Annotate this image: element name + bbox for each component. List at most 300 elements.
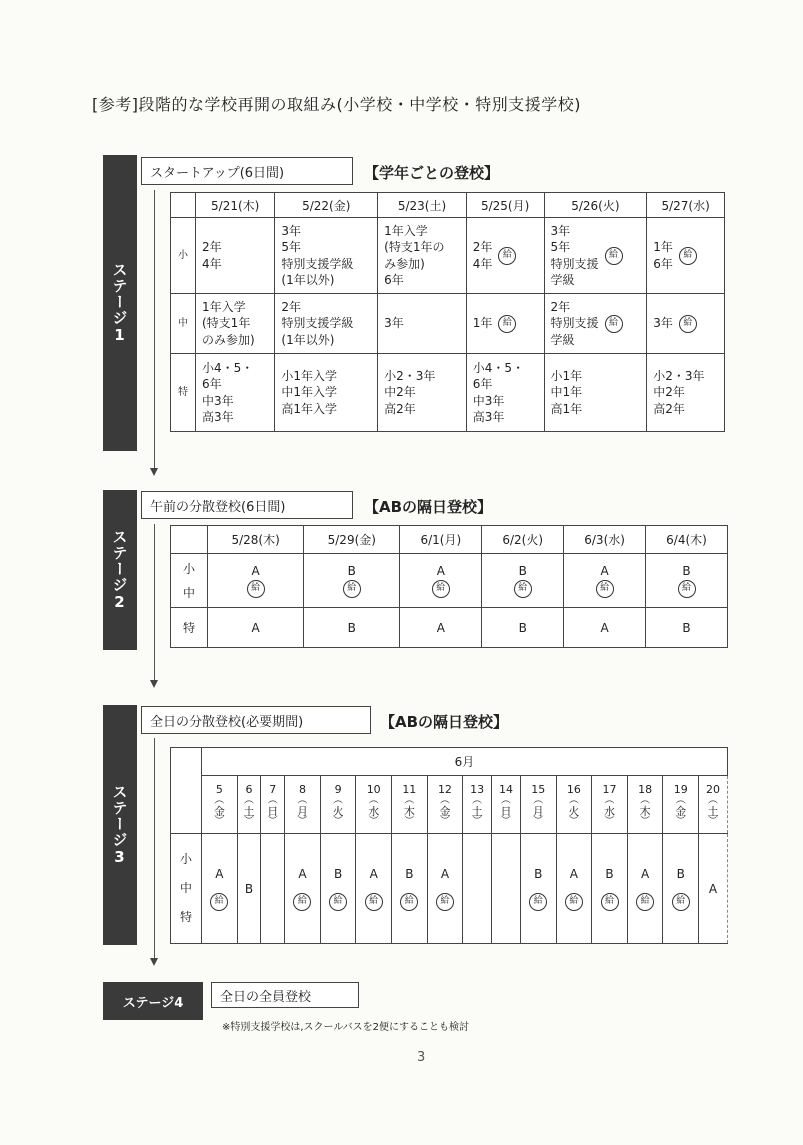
weekday: 土 xyxy=(707,804,719,818)
kyushoku-mark-icon: 給 xyxy=(679,315,697,333)
cell-content xyxy=(384,315,460,331)
paren-close: ︶ xyxy=(568,816,579,828)
cell-lines xyxy=(202,239,222,271)
stage4-label: ステージ4 xyxy=(103,982,203,1020)
cell-content xyxy=(551,368,641,417)
stage4-box: 全日の全員登校 xyxy=(211,982,359,1008)
cell-content xyxy=(281,223,371,288)
paren-open: ︵ xyxy=(404,794,415,806)
weekday: 火 xyxy=(568,804,580,818)
paren-open: ︵ xyxy=(640,794,651,806)
day-number: 9 xyxy=(334,782,342,796)
schedule-cell xyxy=(463,834,492,944)
kyushoku-mark-icon: 給 xyxy=(247,580,265,598)
weekday: 水 xyxy=(368,804,380,818)
weekday: 土 xyxy=(471,804,483,818)
cell-content xyxy=(281,299,371,348)
stage3-box: 全日の分散登校(必要期間) xyxy=(141,706,371,734)
cell-text: 小1年入学 xyxy=(281,369,338,384)
schedule-cell xyxy=(304,554,400,608)
schedule-cell xyxy=(427,834,463,944)
schedule-cell xyxy=(663,834,699,944)
paren-open: ︵ xyxy=(439,794,450,806)
day-header xyxy=(556,776,592,834)
day-number: 15 xyxy=(531,782,546,796)
day-header xyxy=(520,776,556,834)
cell-text: A xyxy=(369,866,378,881)
cell-text: 3年 xyxy=(653,316,673,331)
cell-text: 特別支援学級 xyxy=(281,256,354,271)
schedule-cell xyxy=(592,834,628,944)
cell-text: 4年 xyxy=(472,256,493,271)
vertical-date xyxy=(664,783,697,827)
schedule-cell xyxy=(647,218,725,294)
schedule-cell xyxy=(196,354,275,432)
stage3-bracket: 【ABの隔日登校】 xyxy=(380,713,509,731)
weekday: 金 xyxy=(675,804,687,818)
paren-close: ︶ xyxy=(604,816,615,828)
vertical-date xyxy=(322,783,355,827)
weekday: 火 xyxy=(332,804,344,818)
table-row xyxy=(171,354,725,432)
weekday: 土 xyxy=(243,804,255,818)
table-row xyxy=(171,608,728,648)
schedule-cell xyxy=(520,834,556,944)
weekday: 金 xyxy=(213,804,225,818)
paren-close: ︶ xyxy=(368,816,379,828)
cell-text: 高2年 xyxy=(384,401,416,416)
cell-text: 3年 xyxy=(550,224,571,239)
cell-text: A xyxy=(251,563,260,578)
paren-open: ︵ xyxy=(501,794,512,806)
paren-close: ︶ xyxy=(244,816,254,828)
cell-text: 中2年 xyxy=(653,385,685,400)
cell-text: B xyxy=(605,866,614,881)
cell-text: 学級 xyxy=(550,272,575,287)
date-header: 5/28(木) xyxy=(208,526,304,554)
schedule-cell xyxy=(556,834,592,944)
cell-content xyxy=(473,239,538,271)
row-head-text: 中 xyxy=(182,585,195,600)
cell-text: A xyxy=(600,563,609,578)
schedule-cell: B xyxy=(482,608,564,648)
kyushoku-mark-icon: 給 xyxy=(678,580,696,598)
row-head-text: 小 xyxy=(182,561,195,576)
vertical-date xyxy=(558,783,591,827)
cell-text: 3年 xyxy=(384,316,404,331)
cell-lines xyxy=(384,368,435,417)
schedule-cell xyxy=(208,554,304,608)
cell-content xyxy=(653,368,718,417)
stage2-arrow-line xyxy=(154,524,155,682)
stage2-label: ステージ2 xyxy=(103,490,137,650)
cell-text: 中1年入学 xyxy=(281,385,338,400)
schedule-cell xyxy=(356,834,392,944)
day-number: 18 xyxy=(638,782,653,796)
cell-text: A xyxy=(215,866,224,881)
cell-text: 中2年 xyxy=(384,385,416,400)
paren-open: ︵ xyxy=(244,794,254,806)
table-row xyxy=(171,554,728,608)
schedule-cell xyxy=(400,554,482,608)
schedule-cell xyxy=(647,294,725,354)
cell-content xyxy=(653,239,718,271)
cell-text: 学級 xyxy=(550,332,575,347)
day-number: 5 xyxy=(215,782,223,796)
cell-content xyxy=(473,315,538,333)
schedule-cell xyxy=(627,834,663,944)
cell-lines xyxy=(473,239,493,271)
schedule-cell xyxy=(261,834,285,944)
day-header xyxy=(392,776,428,834)
weekday: 金 xyxy=(439,804,451,818)
cell-text: 小2・3年 xyxy=(384,369,436,384)
date-header: 5/22(金) xyxy=(275,193,378,218)
schedule-cell xyxy=(378,354,467,432)
schedule-cell xyxy=(466,354,544,432)
stage2-header-row xyxy=(171,526,728,554)
vertical-date xyxy=(493,783,519,827)
cell-content xyxy=(551,223,641,288)
kyushoku-mark-icon: 給 xyxy=(365,893,383,911)
date-header: 5/25(月) xyxy=(466,193,544,218)
vertical-date xyxy=(203,783,236,827)
schedule-cell: B xyxy=(646,608,728,648)
weekday: 木 xyxy=(639,804,651,818)
stage1-header-row xyxy=(171,193,725,218)
paren-close: ︶ xyxy=(404,816,415,828)
date-header: 6/1(月) xyxy=(400,526,482,554)
schedule-cell: A xyxy=(564,608,646,648)
kyushoku-mark-icon: 給 xyxy=(210,893,228,911)
cell-text: B xyxy=(676,866,685,881)
stage1-box: スタートアップ(6日間) xyxy=(141,157,353,185)
day-header xyxy=(427,776,463,834)
stage3-arrow-head xyxy=(150,958,158,966)
cell-text: 小4・5・ xyxy=(472,361,525,376)
date-header: 5/23(土) xyxy=(378,193,467,218)
cell-text: 特別支援学級 xyxy=(281,316,354,331)
cell-text: (1年以外) xyxy=(281,272,335,287)
cell-text: 中1年 xyxy=(550,385,583,400)
stage1-table-wrap xyxy=(170,192,725,432)
cell-text: A xyxy=(298,866,307,881)
cell-text: み参加) xyxy=(384,256,425,271)
stage2-box: 午前の分散登校(6日間) xyxy=(141,491,353,519)
schedule-cell xyxy=(275,354,378,432)
cell-text: (特支1年 xyxy=(202,316,251,331)
schedule-cell xyxy=(647,354,725,432)
day-header xyxy=(663,776,699,834)
kyushoku-mark-icon: 給 xyxy=(679,247,697,265)
schedule-cell xyxy=(378,218,467,294)
kyushoku-mark-icon: 給 xyxy=(329,893,347,911)
row-head xyxy=(171,834,202,944)
cell-text: 5年 xyxy=(550,240,571,255)
row-head: 中 xyxy=(171,294,196,354)
stage4-note: ※特別支援学校は,スクールバスを2便にすることも検討 xyxy=(222,1022,470,1033)
cell-lines xyxy=(551,368,583,417)
stage1-table xyxy=(170,192,725,432)
table-row xyxy=(171,834,728,944)
kyushoku-mark-icon: 給 xyxy=(605,315,623,333)
weekday: 日 xyxy=(267,804,279,818)
cell-text: B xyxy=(333,866,343,881)
paren-open: ︵ xyxy=(333,794,344,806)
stage3-arrow-line xyxy=(154,738,155,960)
vertical-date xyxy=(262,783,283,827)
stage3-body xyxy=(171,834,728,944)
paren-close: ︶ xyxy=(267,816,278,828)
paren-close: ︶ xyxy=(708,816,719,828)
cell-lines xyxy=(202,360,253,425)
kyushoku-mark-icon: 給 xyxy=(498,247,516,265)
cell-text: 中3年 xyxy=(472,393,505,408)
cell-text: 1年 xyxy=(472,316,493,331)
cell-text: B xyxy=(518,563,527,578)
day-header xyxy=(320,776,356,834)
schedule-cell xyxy=(699,834,728,944)
kyushoku-mark-icon: 給 xyxy=(432,580,450,598)
schedule-cell xyxy=(320,834,356,944)
stage1-arrow-head xyxy=(150,468,158,476)
vertical-date xyxy=(239,783,260,827)
schedule-cell xyxy=(285,834,321,944)
kyushoku-mark-icon: 給 xyxy=(529,893,547,911)
date-header: 6/2(火) xyxy=(482,526,564,554)
schedule-cell xyxy=(564,554,646,608)
cell-text: 特別支援 xyxy=(550,316,599,331)
corner-cell xyxy=(171,526,208,554)
stage1-bracket: 【学年ごとの登校】 xyxy=(364,164,500,182)
paren-close: ︶ xyxy=(472,816,483,828)
paren-open: ︵ xyxy=(297,794,308,806)
weekday: 木 xyxy=(403,804,415,818)
paren-open: ︵ xyxy=(533,794,544,806)
day-header xyxy=(592,776,628,834)
cell-lines xyxy=(202,299,255,348)
date-header: 5/29(金) xyxy=(304,526,400,554)
schedule-cell xyxy=(646,554,728,608)
kyushoku-mark-icon: 給 xyxy=(514,580,532,598)
cell-text: B xyxy=(244,881,254,896)
day-number: 19 xyxy=(673,782,688,796)
cell-text: A xyxy=(569,866,578,881)
kyushoku-mark-icon: 給 xyxy=(605,247,623,265)
schedule-cell xyxy=(466,218,544,294)
vertical-date xyxy=(393,783,426,827)
day-row xyxy=(171,776,728,834)
day-header xyxy=(463,776,492,834)
cell-text: 特別支援 xyxy=(550,256,599,271)
cell-text: A xyxy=(440,866,450,881)
cell-text: 6年 xyxy=(653,256,673,271)
cell-text: 高1年入学 xyxy=(281,401,338,416)
day-number: 8 xyxy=(298,782,306,796)
cell-text: 小1年 xyxy=(550,369,583,384)
month-row xyxy=(171,748,728,776)
schedule-cell xyxy=(275,218,378,294)
day-number: 7 xyxy=(269,782,277,796)
stage2-arrow-head xyxy=(150,680,158,688)
cell-lines xyxy=(653,315,673,331)
page-title: [参考]段階的な学校再開の取組み(小学校・中学校・特別支援学校) xyxy=(92,95,581,114)
stage2-table-wrap xyxy=(170,525,728,648)
cell-text: 1年入学 xyxy=(202,300,246,315)
cell-text: B xyxy=(534,866,543,881)
cell-text: A xyxy=(708,881,718,896)
date-header: 5/27(水) xyxy=(647,193,725,218)
weekday: 水 xyxy=(604,804,615,818)
paren-open: ︵ xyxy=(214,794,225,806)
vertical-date xyxy=(593,783,626,827)
day-number: 20 xyxy=(706,782,721,796)
day-header xyxy=(699,776,728,834)
cell-text: 中3年 xyxy=(202,393,234,408)
day-number: 16 xyxy=(566,782,581,796)
schedule-cell: B xyxy=(304,608,400,648)
cell-text: 高2年 xyxy=(653,401,685,416)
stage2-table xyxy=(170,525,728,648)
corner-cell xyxy=(171,748,202,834)
row-head: 特 xyxy=(171,354,196,432)
kyushoku-mark-icon: 給 xyxy=(400,893,418,911)
day-number: 12 xyxy=(437,782,452,796)
schedule-cell xyxy=(202,834,238,944)
paren-open: ︵ xyxy=(368,794,379,806)
day-number: 10 xyxy=(366,782,381,796)
cell-content xyxy=(281,368,371,417)
cell-text: 小2・3年 xyxy=(653,369,705,384)
cell-text: 4年 xyxy=(202,256,222,271)
day-header xyxy=(356,776,392,834)
cell-content xyxy=(202,360,268,425)
stage1-label: ステージ1 xyxy=(103,155,137,451)
kyushoku-mark-icon: 給 xyxy=(565,893,583,911)
date-header: 5/21(木) xyxy=(196,193,275,218)
kyushoku-mark-icon: 給 xyxy=(636,893,654,911)
cell-lines xyxy=(473,315,493,331)
vertical-date xyxy=(464,783,490,827)
schedule-cell xyxy=(196,218,275,294)
vertical-date xyxy=(357,783,390,827)
kyushoku-mark-icon: 給 xyxy=(601,893,619,911)
cell-text: 高1年 xyxy=(550,401,583,416)
schedule-cell xyxy=(378,294,467,354)
paren-open: ︵ xyxy=(472,794,483,806)
cell-lines xyxy=(281,299,353,348)
schedule-cell: A xyxy=(400,608,482,648)
day-header xyxy=(237,776,261,834)
cell-text: 6年 xyxy=(202,377,222,392)
page-number: 3 xyxy=(417,1050,426,1065)
schedule-cell xyxy=(466,294,544,354)
cell-lines xyxy=(281,223,353,288)
cell-text: 5年 xyxy=(281,240,302,255)
day-header xyxy=(202,776,238,834)
paren-close: ︶ xyxy=(333,816,344,828)
schedule-cell xyxy=(392,834,428,944)
paren-close: ︶ xyxy=(675,816,686,828)
paren-close: ︶ xyxy=(533,816,544,828)
kyushoku-mark-icon: 給 xyxy=(596,580,614,598)
schedule-cell xyxy=(544,294,647,354)
cell-text: 1年 xyxy=(653,240,673,255)
row-head-text: 特 xyxy=(179,909,192,924)
day-number: 6 xyxy=(245,782,253,796)
cell-text: 6年 xyxy=(384,272,404,287)
cell-lines xyxy=(384,223,444,288)
cell-text: 3年 xyxy=(281,224,302,239)
cell-text: B xyxy=(405,866,414,881)
vertical-date xyxy=(700,783,726,827)
cell-text: (1年以外) xyxy=(281,332,335,347)
paren-close: ︶ xyxy=(439,816,450,828)
kyushoku-mark-icon: 給 xyxy=(436,893,454,911)
cell-lines xyxy=(551,223,599,288)
weekday: 月 xyxy=(296,804,308,818)
cell-text: B xyxy=(682,563,691,578)
schedule-cell xyxy=(544,354,647,432)
row-head-text: 小 xyxy=(179,852,192,867)
schedule-cell xyxy=(196,294,275,354)
day-number: 17 xyxy=(602,782,617,796)
row-head-text: 中 xyxy=(179,881,192,896)
weekday: 日 xyxy=(500,804,512,818)
vertical-date xyxy=(629,783,662,827)
cell-text: 2年 xyxy=(202,240,222,255)
kyushoku-mark-icon: 給 xyxy=(498,315,516,333)
row-head: 小 xyxy=(171,218,196,294)
stage2-bracket: 【ABの隔日登校】 xyxy=(364,498,493,516)
schedule-cell xyxy=(492,834,521,944)
cell-lines xyxy=(653,368,704,417)
kyushoku-mark-icon: 給 xyxy=(672,893,690,911)
paren-close: ︶ xyxy=(297,816,308,828)
date-header: 6/4(木) xyxy=(646,526,728,554)
weekday: 月 xyxy=(532,804,544,818)
month-header: 6月 xyxy=(202,748,728,776)
cell-content xyxy=(473,360,538,425)
cell-text: 2年 xyxy=(472,240,493,255)
schedule-cell xyxy=(482,554,564,608)
kyushoku-mark-icon: 給 xyxy=(343,580,361,598)
stage3-head xyxy=(171,748,728,834)
table-row xyxy=(171,218,725,294)
day-number: 14 xyxy=(499,782,514,796)
row-head: 特 xyxy=(171,608,208,648)
schedule-cell xyxy=(275,294,378,354)
stage3-label: ステージ3 xyxy=(103,705,137,945)
cell-text: B xyxy=(347,563,356,578)
cell-content xyxy=(384,368,460,417)
paren-open: ︵ xyxy=(267,794,278,806)
paren-open: ︵ xyxy=(708,794,719,806)
day-number: 13 xyxy=(470,782,485,796)
cell-text: 6年 xyxy=(472,377,493,392)
day-number: 11 xyxy=(402,782,417,796)
cell-lines xyxy=(473,360,524,425)
vertical-date xyxy=(429,783,462,827)
vertical-date xyxy=(522,783,555,827)
cell-text: A xyxy=(436,563,445,578)
paren-close: ︶ xyxy=(640,816,651,828)
day-header xyxy=(261,776,285,834)
schedule-cell xyxy=(237,834,261,944)
cell-text: A xyxy=(641,866,650,881)
stage3-table xyxy=(170,747,728,944)
vertical-date xyxy=(286,783,319,827)
